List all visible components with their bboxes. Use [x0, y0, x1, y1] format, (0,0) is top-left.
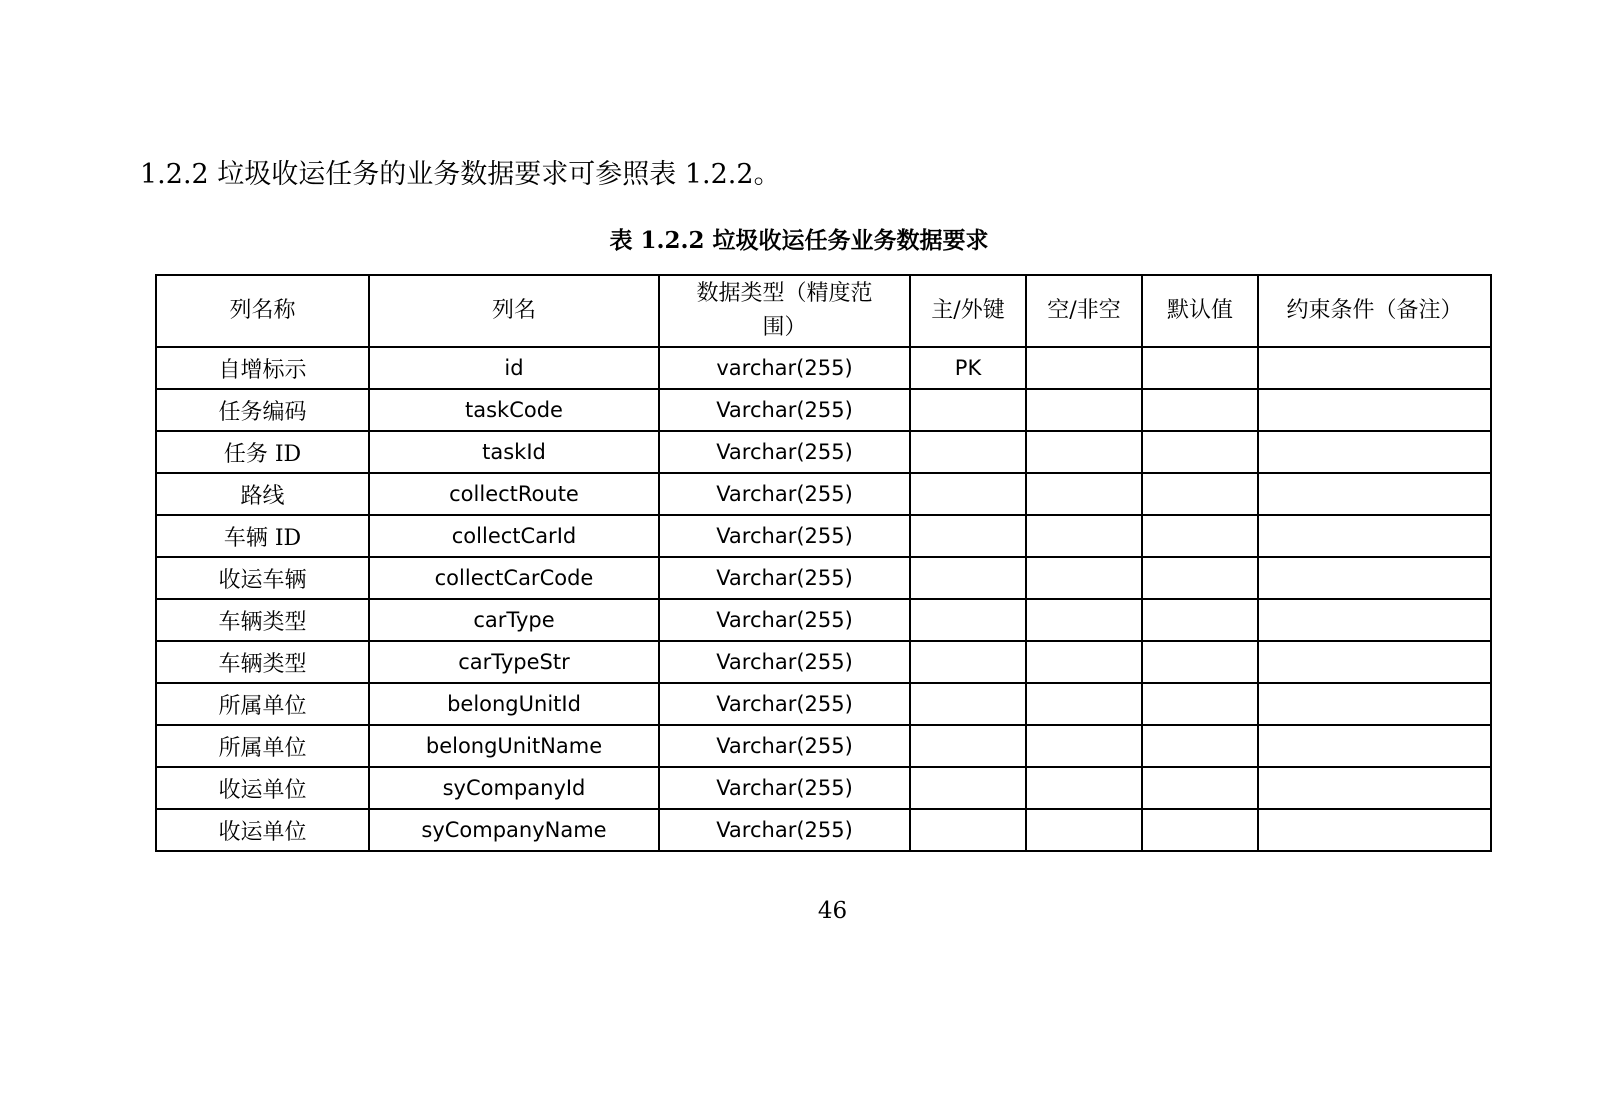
cell-data-type: Varchar(255) [659, 599, 910, 641]
cell-default-value [1142, 347, 1258, 389]
cell-column-name: belongUnitId [369, 683, 659, 725]
cell-column-name: collectCarCode [369, 557, 659, 599]
cell-key [910, 557, 1026, 599]
section-heading: 1.2.2 垃圾收运任务的业务数据要求可参照表 1.2.2。 [140, 159, 781, 190]
cell-display-name: 车辆类型 [156, 641, 369, 683]
table-row [156, 473, 1491, 515]
cell-data-type: Varchar(255) [659, 431, 910, 473]
cell-data-type: Varchar(255) [659, 683, 910, 725]
table-caption: 表 1.2.2 垃圾收运任务业务数据要求 [609, 227, 989, 254]
cell-column-name: taskCode [369, 389, 659, 431]
cell-data-type: Varchar(255) [659, 473, 910, 515]
cell-data-type: Varchar(255) [659, 389, 910, 431]
cell-constraints [1258, 389, 1491, 431]
cell-column-name: carTypeStr [369, 641, 659, 683]
cell-display-name: 任务 ID [156, 431, 369, 473]
cell-nullable [1026, 725, 1142, 767]
cell-display-name: 所属单位 [156, 725, 369, 767]
cell-default-value [1142, 389, 1258, 431]
page-number: 46 [817, 898, 848, 924]
table-row [156, 725, 1491, 767]
cell-default-value [1142, 515, 1258, 557]
cell-default-value [1142, 641, 1258, 683]
cell-key [910, 389, 1026, 431]
table-row [156, 347, 1491, 389]
cell-key [910, 599, 1026, 641]
cell-key [910, 809, 1026, 851]
table-header-row [156, 275, 1491, 347]
cell-nullable [1026, 599, 1142, 641]
header-constraints: 约束条件（备注） [1258, 275, 1491, 347]
header-key: 主/外键 [910, 275, 1026, 347]
cell-key: PK [910, 347, 1026, 389]
cell-key [910, 431, 1026, 473]
cell-display-name: 路线 [156, 473, 369, 515]
cell-nullable [1026, 767, 1142, 809]
cell-default-value [1142, 473, 1258, 515]
table-row [156, 599, 1491, 641]
cell-nullable [1026, 473, 1142, 515]
cell-constraints [1258, 557, 1491, 599]
cell-constraints [1258, 725, 1491, 767]
table-row [156, 683, 1491, 725]
cell-constraints [1258, 599, 1491, 641]
cell-default-value [1142, 431, 1258, 473]
cell-key [910, 725, 1026, 767]
cell-nullable [1026, 557, 1142, 599]
cell-column-name: collectRoute [369, 473, 659, 515]
header-nullable: 空/非空 [1026, 275, 1142, 347]
cell-constraints [1258, 515, 1491, 557]
cell-display-name: 收运单位 [156, 767, 369, 809]
cell-key [910, 641, 1026, 683]
cell-column-name: taskId [369, 431, 659, 473]
cell-nullable [1026, 641, 1142, 683]
cell-column-name: collectCarId [369, 515, 659, 557]
cell-column-name: carType [369, 599, 659, 641]
cell-data-type: Varchar(255) [659, 809, 910, 851]
cell-nullable [1026, 683, 1142, 725]
cell-display-name: 收运车辆 [156, 557, 369, 599]
cell-default-value [1142, 767, 1258, 809]
cell-default-value [1142, 809, 1258, 851]
header-column-name: 列名 [369, 275, 659, 347]
header-default-value: 默认值 [1142, 275, 1258, 347]
cell-default-value [1142, 557, 1258, 599]
cell-constraints [1258, 431, 1491, 473]
cell-constraints [1258, 641, 1491, 683]
cell-constraints [1258, 473, 1491, 515]
cell-display-name: 收运单位 [156, 809, 369, 851]
cell-key [910, 683, 1026, 725]
cell-nullable [1026, 347, 1142, 389]
cell-column-name: id [369, 347, 659, 389]
cell-nullable [1026, 515, 1142, 557]
cell-constraints [1258, 683, 1491, 725]
cell-default-value [1142, 683, 1258, 725]
cell-data-type: Varchar(255) [659, 767, 910, 809]
cell-column-name: syCompanyName [369, 809, 659, 851]
cell-data-type: Varchar(255) [659, 641, 910, 683]
table-row [156, 767, 1491, 809]
cell-default-value [1142, 725, 1258, 767]
header-column-display-name: 列名称 [156, 275, 369, 347]
table-row [156, 557, 1491, 599]
cell-data-type: Varchar(255) [659, 725, 910, 767]
cell-display-name: 车辆 ID [156, 515, 369, 557]
table-row [156, 809, 1491, 851]
cell-key [910, 473, 1026, 515]
cell-key [910, 515, 1026, 557]
table-row [156, 389, 1491, 431]
table-row [156, 515, 1491, 557]
cell-display-name: 任务编码 [156, 389, 369, 431]
cell-default-value [1142, 599, 1258, 641]
cell-column-name: syCompanyId [369, 767, 659, 809]
cell-data-type: varchar(255) [659, 347, 910, 389]
data-requirements-table [155, 274, 1492, 852]
cell-nullable [1026, 431, 1142, 473]
cell-nullable [1026, 389, 1142, 431]
cell-display-name: 所属单位 [156, 683, 369, 725]
cell-constraints [1258, 809, 1491, 851]
cell-display-name: 车辆类型 [156, 599, 369, 641]
table-row [156, 431, 1491, 473]
cell-column-name: belongUnitName [369, 725, 659, 767]
cell-key [910, 767, 1026, 809]
cell-display-name: 自增标示 [156, 347, 369, 389]
cell-nullable [1026, 809, 1142, 851]
cell-constraints [1258, 767, 1491, 809]
header-data-type: 数据类型（精度范围） [659, 275, 910, 347]
cell-data-type: Varchar(255) [659, 515, 910, 557]
cell-constraints [1258, 347, 1491, 389]
table-row [156, 641, 1491, 683]
cell-data-type: Varchar(255) [659, 557, 910, 599]
